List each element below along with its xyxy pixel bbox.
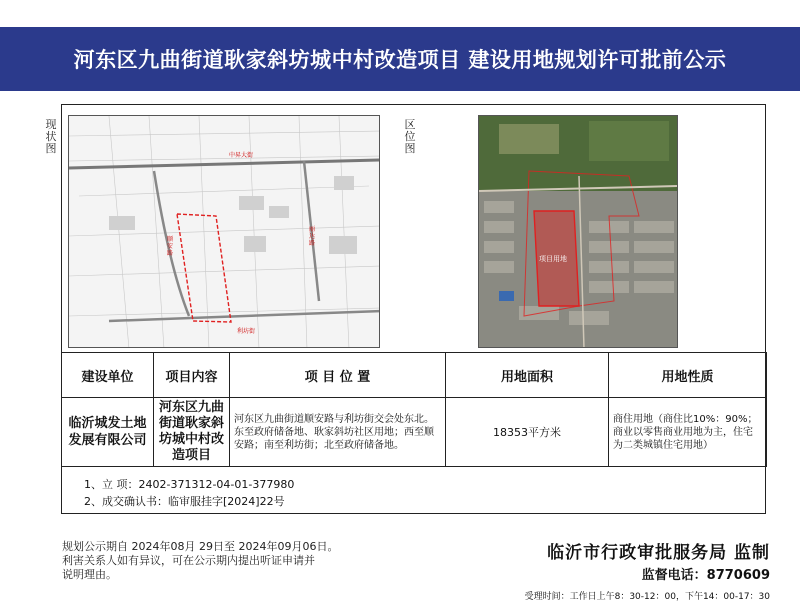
notes-box (61, 466, 766, 514)
footer-objection: 利害关系人如有异议，可在公示期内提出听证申请并 (62, 554, 315, 567)
header-location: 项 目 位 置 (230, 353, 446, 398)
header-project: 项目内容 (154, 353, 230, 398)
header-unit: 建设单位 (62, 353, 154, 398)
authority-name: 临沂市行政审批服务局 监制 (547, 543, 770, 563)
cell-location: 河东区九曲街道顺安路与利坊街交会处东北。东至政府储备地、耿家斜坊社区用地；西至顺安路；南至利坊街；北至政府储备地。 (230, 398, 446, 467)
left-map-label: 现状图 (45, 118, 57, 155)
table-row (62, 398, 767, 467)
street-label-bottom: 利坊街 (237, 328, 256, 335)
cell-unit: 临沂城发土地发展有限公司 (62, 398, 154, 467)
office-hours: 受理时间：工作日上午8：30-12：00，下午14：00-17：30 (524, 592, 770, 602)
cell-use: 商住用地（商住比10%：90%；商业以零售商业用地为主，住宅为二类城镇住宅用地） (609, 398, 767, 467)
note-confirmation: 2、成交确认书：临审服挂字[2024]22号 (84, 495, 285, 508)
street-label-right: 丽达路 (309, 226, 316, 247)
location-map-photo (479, 116, 678, 348)
right-map-label: 区位图 (404, 118, 416, 155)
footer-period: 规划公示期自 2024年08月 29日至 2024年09月06日。 (62, 540, 339, 553)
page-title: 河东区九曲街道耿家斜坊城中村改造项目 建设用地规划许可批前公示 (0, 27, 800, 91)
header-use: 用地性质 (609, 353, 767, 398)
location-map (478, 115, 678, 348)
table-header-row (62, 353, 767, 398)
street-label-top: 中昇大街 (229, 152, 254, 159)
note-approval: 1、立 项：2402-371312-04-01-377980 (84, 478, 295, 491)
site-label: 项目用地 (539, 255, 567, 263)
cell-area: 18353平方米 (446, 398, 609, 467)
info-table (61, 352, 767, 467)
street-label-left: 顺安路 (167, 236, 174, 257)
status-map-drawing (69, 116, 380, 348)
footer-authority (520, 538, 770, 602)
supervision-phone: 监督电话：8770609 (641, 568, 770, 583)
footer-objection-2: 说明理由。 (62, 568, 117, 581)
footer-notice (62, 540, 338, 582)
cell-project: 河东区九曲街道耿家斜坊城中村改造项目 (154, 398, 230, 467)
status-map (68, 115, 380, 348)
header-area: 用地面积 (446, 353, 609, 398)
